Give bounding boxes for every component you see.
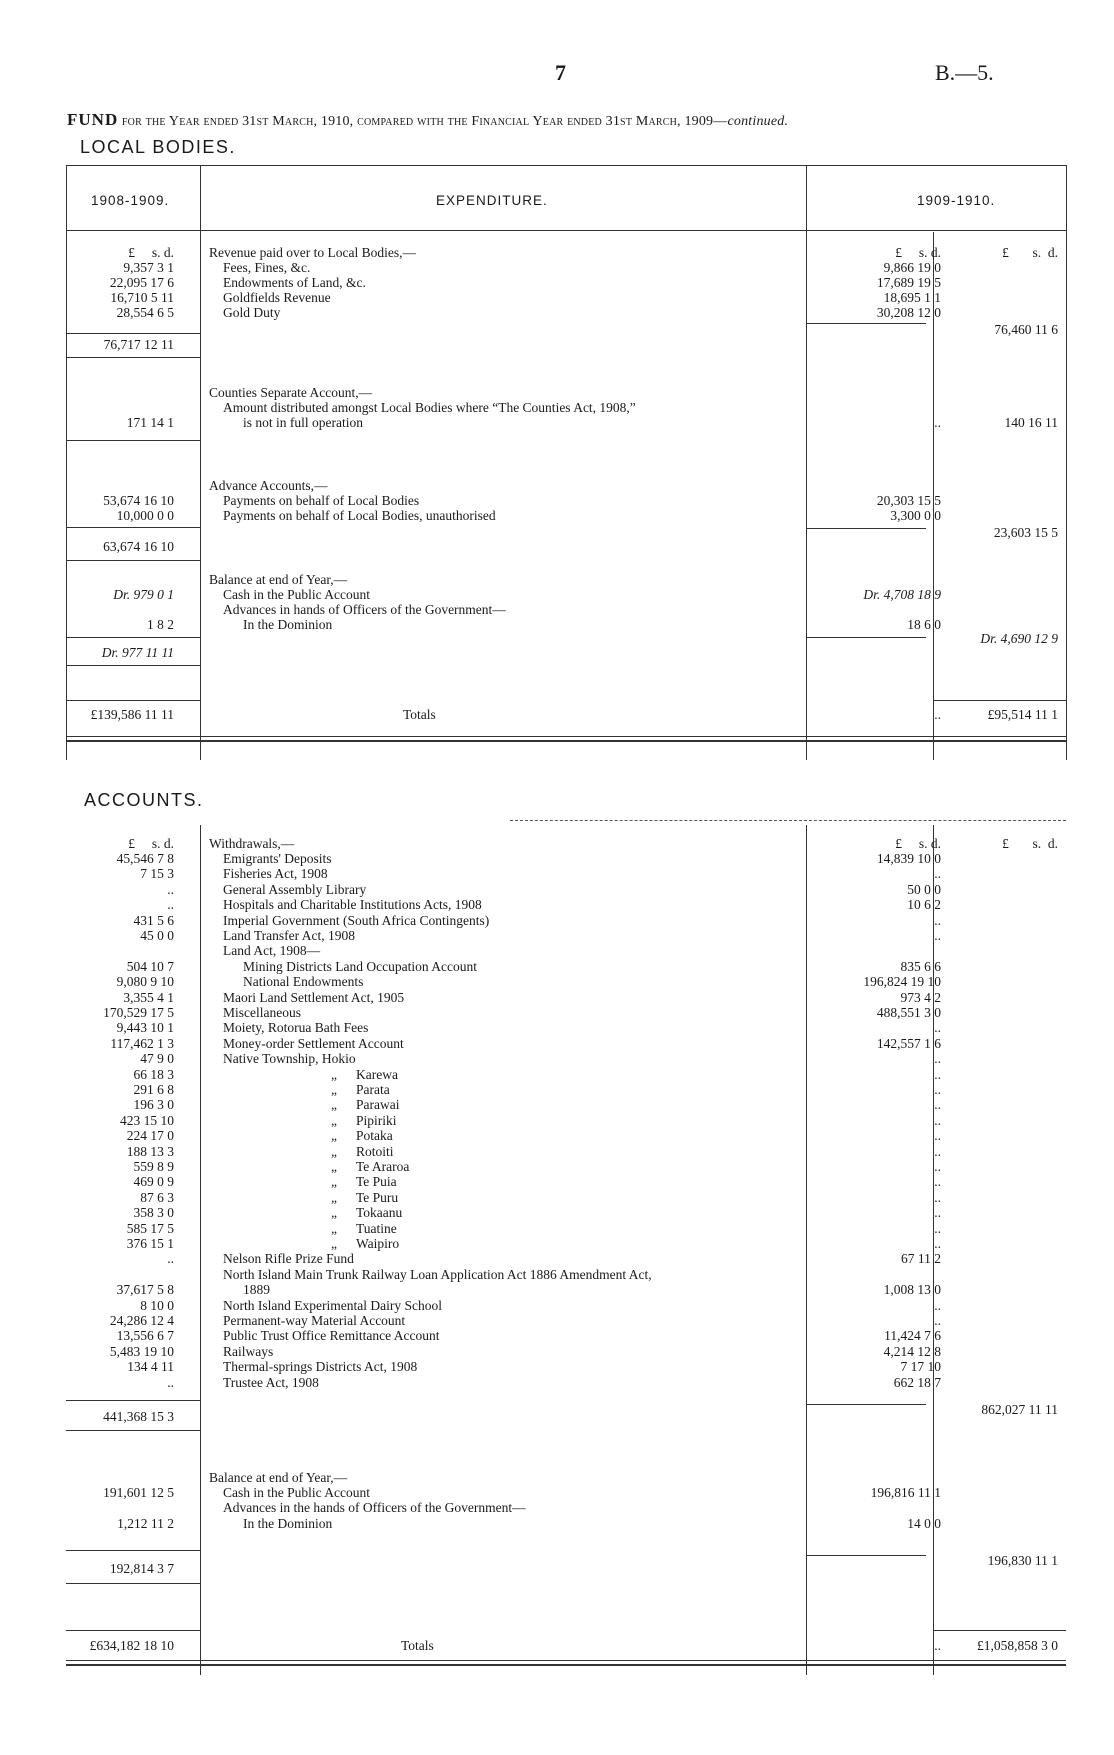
row-description: Emigrants' Deposits [223, 851, 332, 866]
currency-label: £ s. d. [895, 836, 941, 851]
table-row [66, 1097, 1066, 1113]
ditto-mark: „ [331, 1159, 337, 1174]
cell-1909: .. [934, 1159, 941, 1174]
cell-1909: 196,824 19 10 [863, 974, 941, 990]
table-row [66, 1236, 1066, 1252]
cell-1908: .. [167, 881, 174, 897]
cell-1909: .. [934, 1189, 941, 1205]
row-description: Land Act, 1908— [223, 943, 321, 959]
table-row [66, 1298, 1066, 1314]
row-description: Counties Separate Account,— [209, 385, 373, 400]
row-description: Parata [356, 1082, 390, 1097]
total-rule [933, 700, 1066, 701]
row-description: In the Dominion [243, 617, 333, 632]
cell-1909: .. [934, 1066, 941, 1082]
row-description: Parawai [356, 1097, 400, 1113]
table-top-rule [66, 165, 1066, 166]
table-row [66, 1205, 1066, 1221]
title-continued: continued. [727, 114, 789, 129]
currency-label: £ s. d. [128, 836, 174, 851]
table-row [66, 415, 1066, 431]
table-row [66, 260, 1066, 276]
totals-label: Totals [401, 1638, 434, 1653]
table-row [66, 1174, 1066, 1190]
cell-1909: .. [934, 707, 941, 722]
cell-1909: .. [934, 1051, 941, 1067]
cell-grand-total: £95,514 11 1 [987, 707, 1058, 722]
table-row [66, 1282, 1066, 1298]
row-description: Advance Accounts,— [209, 478, 328, 493]
subtotal-rule [66, 560, 200, 561]
cell-1909: 488,551 3 0 [876, 1005, 941, 1020]
table-row [66, 866, 1066, 882]
cell-1908: 87 6 3 [140, 1189, 174, 1205]
subtotal-rule [66, 440, 200, 441]
ditto-mark: „ [331, 1066, 337, 1082]
cell-1908: 47 9 0 [140, 1051, 174, 1067]
row-description: Railways [223, 1343, 274, 1359]
table-row [66, 913, 1066, 929]
row-description: Te Puia [356, 1174, 397, 1190]
row-description: Trustee Act, 1908 [223, 1374, 319, 1390]
cell-1908: 28,554 6 5 [116, 305, 174, 320]
cell-1908: 8 10 0 [140, 1297, 174, 1313]
table-row [66, 928, 1066, 944]
cell-1908: .. [167, 1374, 174, 1390]
cell-1909: 3,300 0 0 [890, 508, 941, 523]
cell-1909: 17,689 19 5 [876, 275, 941, 290]
subtotal-rule [66, 1550, 200, 1551]
table-row [66, 1159, 1066, 1175]
total-double-rule [66, 1664, 1066, 1666]
row-description: Advances in the hands of Officers of the Government— [223, 1500, 526, 1515]
table-row [66, 1020, 1066, 1036]
totals-row [66, 1638, 1066, 1654]
table-row [66, 1128, 1066, 1144]
table-row [66, 587, 1066, 603]
cell-total: 196,830 11 1 [987, 1553, 1058, 1568]
cell-1908: 358 3 0 [133, 1205, 174, 1221]
row-description: is not in full operation [243, 415, 363, 430]
cell-1909: 835 6 6 [900, 958, 941, 974]
ditto-mark: „ [331, 1128, 337, 1144]
cell-1908: Dr. 979 0 1 [113, 587, 174, 602]
cell-1909: .. [934, 1082, 941, 1097]
row-description: Moiety, Rotorua Bath Fees [223, 1020, 369, 1036]
row-description: Balance at end of Year,— [209, 572, 348, 587]
table-row [66, 572, 1066, 588]
cell-1909: 9,866 19 0 [883, 260, 941, 275]
table-row [66, 539, 1066, 555]
column-header-expenditure: EXPENDITURE. [436, 193, 548, 208]
cell-1909: 4,214 12 8 [883, 1343, 941, 1359]
cell-total: 23,603 15 5 [993, 525, 1058, 540]
table-row [66, 974, 1066, 990]
table-row [66, 882, 1066, 898]
cell-subtotal: 441,368 15 3 [103, 1409, 174, 1424]
cell-1908: .. [167, 897, 174, 913]
table-row [66, 305, 1066, 321]
row-description: Cash in the Public Account [223, 587, 370, 602]
cell-1908: 170,529 17 5 [103, 1005, 174, 1020]
totals-row [66, 707, 1066, 723]
table-row [66, 1067, 1066, 1083]
table-row [66, 1409, 1066, 1425]
cell-1909: .. [934, 1297, 941, 1313]
row-description: Public Trust Office Remittance Account [223, 1328, 440, 1344]
cell-1909: .. [934, 928, 941, 943]
cell-subtotal: Dr. 977 11 11 [101, 645, 174, 660]
row-description: Waipiro [356, 1236, 400, 1251]
table-row [66, 1500, 1066, 1516]
cell-1908: 376 15 1 [126, 1236, 174, 1251]
cell-1908: 559 8 9 [133, 1159, 174, 1174]
table-row [66, 645, 1066, 661]
cell-subtotal: 63,674 16 10 [103, 539, 174, 554]
table-right-rule [1066, 165, 1067, 760]
column-header-1910: 1909-1910. [917, 193, 996, 208]
row-description: Balance at end of Year,— [209, 1470, 348, 1485]
title-text: for the Year ended 31st March, 1910, compared with the Financial Year ended 31st March, 1909— [118, 114, 728, 129]
cell-1908: 22,095 17 6 [109, 275, 174, 290]
row-description: Nelson Rifle Prize Fund [223, 1251, 354, 1267]
row-description: General Assembly Library [223, 881, 367, 897]
table-row [66, 385, 1066, 401]
table-row [66, 478, 1066, 494]
cell-1908: 37,617 5 8 [116, 1282, 174, 1298]
row-description: Imperial Government (South Africa Contingents) [223, 912, 490, 928]
header-rule [66, 230, 1066, 231]
cell-1908: 431 5 6 [133, 912, 174, 928]
table-row [66, 245, 1066, 261]
row-description: North Island Experimental Dairy School [223, 1297, 442, 1313]
table-row [66, 1082, 1066, 1098]
subtotal-rule [66, 1430, 200, 1431]
table-row [66, 959, 1066, 975]
table-row [66, 943, 1066, 959]
section-heading-accounts: ACCOUNTS. [84, 790, 204, 810]
row-description: Karewa [356, 1066, 398, 1082]
cell-1908: 196 3 0 [133, 1097, 174, 1113]
table-row [66, 1561, 1066, 1577]
document-reference: B.—5. [935, 60, 994, 85]
cell-1908: 171 14 1 [126, 415, 174, 430]
table-row [66, 290, 1066, 306]
cell-1908: .. [167, 1251, 174, 1267]
table-row [66, 1328, 1066, 1344]
title-fund: FUND [67, 110, 119, 129]
cell-subtotal: 192,814 3 7 [109, 1561, 174, 1576]
cell-1909: 11,424 7 6 [884, 1328, 941, 1344]
ditto-mark: „ [331, 1205, 337, 1221]
table-row [66, 1313, 1066, 1329]
row-description: Tokaanu [356, 1205, 403, 1221]
cell-1908: 45,546 7 8 [116, 851, 174, 866]
table-row [66, 897, 1066, 913]
cell-1909: .. [934, 1020, 941, 1036]
row-description: Miscellaneous [223, 1005, 301, 1020]
row-description: Gold Duty [223, 305, 281, 320]
cell-1908: 504 10 7 [126, 958, 174, 974]
cell-1908: 191,601 12 5 [103, 1485, 174, 1500]
row-description: North Island Main Trunk Railway Loan Application Act 1886 Amendment Act, [223, 1266, 652, 1282]
cell-grand-total: £1,058,858 3 0 [977, 1638, 1058, 1653]
row-description: Land Transfer Act, 1908 [223, 928, 355, 943]
row-description: Amount distributed amongst Local Bodies where “The Counties Act, 1908,” [223, 400, 636, 415]
table-row [66, 1005, 1066, 1021]
row-description: Mining Districts Land Occupation Account [243, 958, 477, 974]
currency-label: £ s. d. [128, 245, 174, 260]
row-description: 1889 [243, 1282, 270, 1298]
table-row [66, 1375, 1066, 1391]
table-row [66, 1051, 1066, 1067]
total-double-rule [66, 736, 1066, 737]
cell-1909: 18 6 0 [907, 617, 941, 632]
cell-1909: .. [934, 1097, 941, 1113]
cell-1908: 53,674 16 10 [103, 493, 174, 508]
table-row [66, 602, 1066, 618]
row-description: Maori Land Settlement Act, 1905 [223, 989, 405, 1005]
row-description: Revenue paid over to Local Bodies,— [209, 245, 416, 260]
cell-1909: .. [934, 1112, 941, 1128]
cell-1909: .. [934, 1143, 941, 1159]
cell-1908: 224 17 0 [126, 1128, 174, 1144]
row-description: Cash in the Public Account [223, 1485, 370, 1500]
cell-1909: .. [934, 1220, 941, 1236]
row-description: Advances in hands of Officers of the Government— [223, 602, 506, 617]
total-double-rule [66, 1660, 1066, 1661]
row-description: Goldfields Revenue [223, 290, 331, 305]
table-row [66, 1470, 1066, 1486]
cell-1909: 1,008 13 0 [883, 1282, 941, 1298]
row-description: Payments on behalf of Local Bodies, unauthorised [223, 508, 496, 523]
cell-total: 76,460 11 6 [994, 322, 1058, 337]
total-rule [66, 700, 200, 701]
cell-1908: 7 15 3 [140, 866, 174, 882]
cell-1908: 117,462 1 3 [110, 1035, 174, 1051]
cell-1908: 3,355 4 1 [123, 989, 174, 1005]
table-row [66, 1036, 1066, 1052]
row-description: Permanent-way Material Account [223, 1313, 406, 1328]
row-description: Thermal-springs Districts Act, 1908 [223, 1359, 418, 1375]
cell-1909: 14,839 10 0 [876, 851, 941, 866]
cell-1908: 585 17 5 [126, 1220, 174, 1236]
cell-1909: .. [934, 1313, 941, 1328]
subtotal-rule [66, 357, 200, 358]
subtotal-rule [66, 637, 200, 638]
table-row [66, 1190, 1066, 1206]
cell-1908: 9,080 9 10 [116, 974, 174, 990]
ditto-mark: „ [331, 1143, 337, 1159]
total-double-rule [66, 740, 1066, 742]
row-description: Payments on behalf of Local Bodies [223, 493, 420, 508]
cell-1909: .. [934, 415, 941, 430]
column-header-1908: 1908-1909. [91, 193, 170, 208]
cell-1908: 469 0 9 [133, 1174, 174, 1190]
table-row [66, 1344, 1066, 1360]
cell-1908: 13,556 6 7 [116, 1328, 174, 1344]
cell-1908: 9,357 3 1 [123, 260, 174, 275]
ditto-mark: „ [331, 1112, 337, 1128]
faint-top-rule [510, 820, 1066, 821]
cell-1908: 134 4 11 [127, 1359, 174, 1375]
row-description: Hospitals and Charitable Institutions Acts, 1908 [223, 897, 482, 913]
cell-1908: 9,443 10 1 [116, 1020, 174, 1036]
table-row [66, 1359, 1066, 1375]
cell-1909: Dr. 4,708 18 9 [863, 587, 941, 602]
cell-1909: .. [934, 866, 941, 882]
table-row [66, 1251, 1066, 1267]
row-description: In the Dominion [243, 1516, 333, 1531]
cell-subtotal: 76,717 12 11 [103, 337, 174, 352]
row-description: Potaka [356, 1128, 393, 1144]
row-description: Pipiriki [356, 1112, 397, 1128]
cell-1909: .. [934, 1205, 941, 1221]
table-row [66, 1221, 1066, 1237]
row-description: Tuatine [356, 1220, 397, 1236]
cell-1908: 1 8 2 [147, 617, 174, 632]
cell-1908: 5,483 19 10 [109, 1343, 174, 1359]
page-number: 7 [555, 60, 566, 85]
cell-grand-total: £634,182 18 10 [89, 1638, 174, 1653]
totals-label: Totals [403, 707, 436, 722]
cell-1909: 973 4 2 [900, 989, 941, 1005]
table-row [66, 1485, 1066, 1501]
cell-1909: 14 0 0 [907, 1516, 941, 1531]
cell-1909: .. [934, 912, 941, 928]
currency-label: £ s. d. [1002, 836, 1058, 851]
cell-1909: .. [934, 1236, 941, 1251]
table-row [66, 851, 1066, 867]
row-description: Fees, Fines, &c. [223, 260, 311, 275]
cell-1909: 662 18 7 [893, 1374, 941, 1390]
ditto-mark: „ [331, 1236, 337, 1251]
section-heading-local-bodies: LOCAL BODIES. [80, 137, 236, 157]
row-description: Rotoiti [356, 1143, 394, 1159]
table-row [66, 1267, 1066, 1283]
cell-1908: 66 18 3 [133, 1066, 174, 1082]
table-row [66, 1113, 1066, 1129]
ditto-mark: „ [331, 1174, 337, 1190]
subtotal-rule [66, 333, 200, 334]
row-description: Withdrawals,— [209, 836, 295, 851]
cell-1908: 188 13 3 [126, 1143, 174, 1159]
cell-total: 862,027 11 11 [981, 1402, 1058, 1417]
table-row [66, 508, 1066, 524]
table-row [66, 1516, 1066, 1532]
cell-1909: 10 6 2 [907, 897, 941, 913]
row-description: Native Township, Hokio [223, 1051, 356, 1067]
cell-1908: 1,212 11 2 [117, 1516, 174, 1531]
row-description: National Endowments [243, 974, 364, 990]
row-description: Endowments of Land, &c. [223, 275, 366, 290]
cell-1908: 45 0 0 [140, 928, 174, 943]
cell-total: Dr. 4,690 12 9 [980, 631, 1058, 646]
row-description: Te Araroa [356, 1159, 410, 1174]
cell-1909: 196,816 11 1 [870, 1485, 941, 1500]
table-row [66, 1144, 1066, 1160]
ditto-mark: „ [331, 1097, 337, 1113]
row-description: Fisheries Act, 1908 [223, 866, 328, 882]
total-rule [933, 1630, 1066, 1631]
table-row [66, 275, 1066, 291]
cell-1908: 423 15 10 [120, 1112, 174, 1128]
cell-1909: 142,557 1 6 [876, 1035, 941, 1051]
row-description: Te Puru [356, 1189, 399, 1205]
table-row [66, 990, 1066, 1006]
ditto-mark: „ [331, 1189, 337, 1205]
cell-1909: 30,208 12 0 [876, 305, 941, 320]
table-row [66, 493, 1066, 509]
cell-1909: 7 17 10 [900, 1359, 941, 1375]
ditto-mark: „ [331, 1082, 337, 1097]
currency-label: £ s. d. [895, 245, 941, 260]
cell-1908: 16,710 5 11 [110, 290, 174, 305]
subtotal-rule [66, 665, 200, 666]
table-row [66, 400, 1066, 416]
cell-1909: .. [934, 1128, 941, 1144]
cell-1908: 10,000 0 0 [116, 508, 174, 523]
cell-total: 140 16 11 [1004, 415, 1058, 430]
table-row [66, 836, 1066, 852]
row-description: Money-order Settlement Account [223, 1035, 404, 1051]
total-rule [66, 1630, 200, 1631]
cell-grand-total: £139,586 11 11 [90, 707, 174, 722]
table-row [66, 337, 1066, 353]
cell-1909: 18,695 1 1 [883, 290, 941, 305]
page-title [67, 110, 788, 130]
cell-1908: 291 6 8 [133, 1082, 174, 1097]
cell-1909: .. [934, 1638, 941, 1653]
subtotal-rule [66, 527, 200, 528]
subtotal-rule [66, 1400, 200, 1401]
cell-1909: 67 11 2 [901, 1251, 941, 1267]
cell-1909: 20,303 15 5 [876, 493, 941, 508]
cell-1909: 50 0 0 [907, 881, 941, 897]
currency-label: £ s. d. [1002, 245, 1058, 260]
cell-1909: .. [934, 1174, 941, 1190]
table-row [66, 322, 1066, 338]
ditto-mark: „ [331, 1220, 337, 1236]
subtotal-rule [66, 1583, 200, 1584]
cell-1908: 24,286 12 4 [109, 1313, 174, 1328]
